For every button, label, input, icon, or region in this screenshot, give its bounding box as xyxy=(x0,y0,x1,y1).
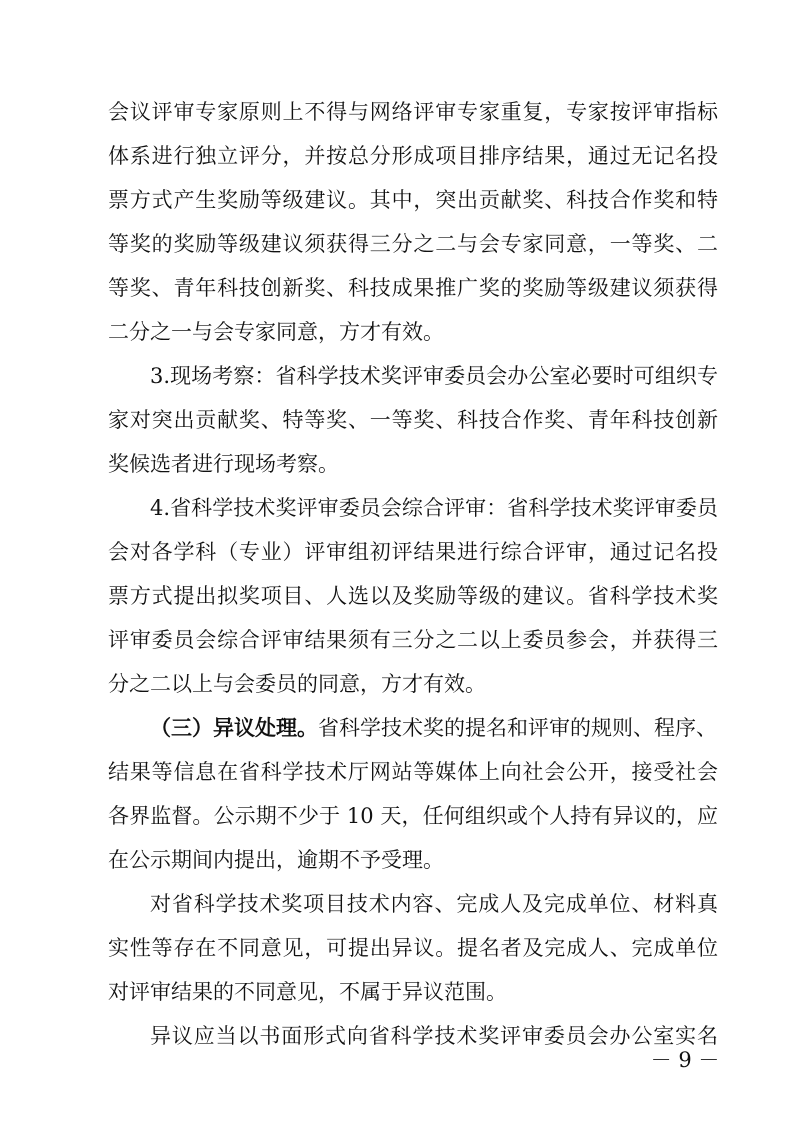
body-line: 奖候选者进行现场考察。 xyxy=(108,452,339,476)
body-line: 会议评审专家原则上不得与网络评审专家重复，专家按评审指标 xyxy=(108,100,718,124)
body-line: 实性等存在不同意见，可提出异议。提名者及完成人、完成单位 xyxy=(108,936,718,960)
paragraph-first-line: 4.省科学技术奖评审委员会综合评审：省科学技术奖评审委员 xyxy=(150,496,718,520)
body-line: 等奖的奖励等级建议须获得三分之二与会专家同意，一等奖、二 xyxy=(108,232,718,256)
body-line: 二分之一与会专家同意，方才有效。 xyxy=(108,320,444,344)
body-line: 在公示期间内提出，逾期不予受理。 xyxy=(108,848,444,872)
body-line: 票方式产生奖励等级建议。其中，突出贡献奖、科技合作奖和特 xyxy=(108,188,718,212)
section-heading: （三）异议处理。 xyxy=(150,715,318,740)
body-line: 评审委员会综合评审结果须有三分之二以上委员参会，并获得三 xyxy=(108,628,718,652)
body-line: 票方式提出拟奖项目、人选以及奖励等级的建议。省科学技术奖 xyxy=(108,584,718,608)
section-heading-line xyxy=(150,713,718,743)
paragraph-first-line: 对省科学技术奖项目技术内容、完成人及完成单位、材料真 xyxy=(150,892,718,916)
body-line: 会对各学科（专业）评审组初评结果进行综合评审，通过记名投 xyxy=(108,540,718,564)
paragraph-first-line: 异议应当以书面形式向省科学技术奖评审委员会办公室实名 xyxy=(150,1024,718,1048)
body-line: 家对突出贡献奖、特等奖、一等奖、科技合作奖、青年科技创新 xyxy=(108,408,718,432)
body-line: 对评审结果的不同意见，不属于异议范围。 xyxy=(108,980,507,1004)
body-line: 各界监督。公示期不少于 10 天，任何组织或个人持有异议的，应 xyxy=(108,804,718,828)
body-line: 体系进行独立评分，并按总分形成项目排序结果，通过无记名投 xyxy=(108,144,718,168)
section-heading-continuation: 省科学技术奖的提名和评审的规则、程序、 xyxy=(318,716,717,740)
body-line: 等奖、青年科技创新奖、科技成果推广奖的奖励等级建议须获得 xyxy=(108,276,718,300)
page-number: － 9 － xyxy=(650,1048,720,1072)
body-line: 分之二以上与会委员的同意，方才有效。 xyxy=(108,672,486,696)
body-line: 结果等信息在省科学技术厅网站等媒体上向社会公开，接受社会 xyxy=(108,760,718,784)
paragraph-first-line: 3.现场考察：省科学技术奖评审委员会办公室必要时可组织专 xyxy=(150,364,718,388)
